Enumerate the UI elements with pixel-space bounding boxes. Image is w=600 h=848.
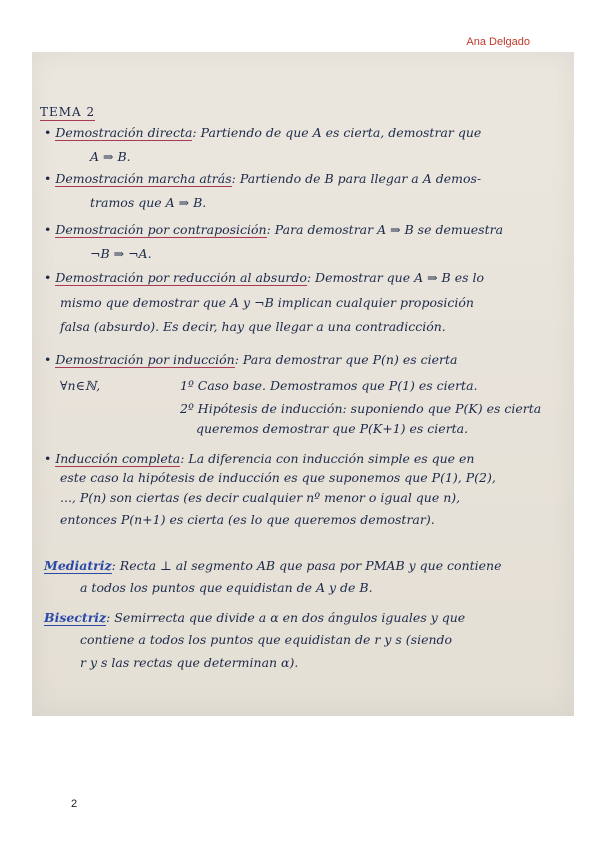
note-text: : Demostrar que A ⇒ B es lo	[306, 270, 485, 285]
note-text: : La diferencia con inducción simple es que en	[180, 451, 475, 466]
note-text: : Partiendo de que A es cierta, demostrar que	[192, 125, 482, 140]
note-term: Inducción completa	[55, 451, 181, 466]
note-text: ..., P(n) son ciertas (es decir cualquier nº menor o igual que n),	[60, 490, 461, 505]
note-text: falsa (absurdo). Es decir, hay que llegar a una contradicción.	[60, 319, 446, 334]
note-text: : Para demostrar A ⇒ B se demuestra	[266, 222, 504, 237]
note-text: queremos demostrar que P(K+1) es cierta.	[196, 421, 469, 436]
notes-title: TEMA 2	[40, 105, 96, 119]
note-text: mismo que demostrar que A y ¬B implican cualquier proposición	[60, 295, 474, 310]
note-term: Demostración por inducción	[55, 352, 235, 367]
note-text: : Semirrecta que divide a α en dos ángulos iguales y que	[106, 610, 466, 625]
page-number: 2	[71, 798, 78, 810]
note-term: Mediatriz	[44, 558, 112, 573]
note-text: 2º Hipótesis de inducción: suponiendo que P(K) es cierta	[180, 401, 542, 416]
note-text: ∀n∈ℕ,	[60, 378, 101, 393]
note-text: : Partiendo de B para llegar a A demos-	[231, 171, 482, 186]
note-text: este caso la hipótesis de inducción es que suponemos que P(1), P(2),	[60, 470, 496, 485]
note-term: Demostración directa	[55, 125, 193, 140]
note-term: Demostración por reducción al absurdo	[55, 270, 307, 285]
note-text: contiene a todos los puntos que equidistan de r y s (siendo	[80, 632, 453, 647]
note-text: a todos los puntos que equidistan de A y de B.	[80, 580, 373, 595]
header-author: Ana Delgado	[466, 36, 530, 48]
note-text: r y s las rectas que determinan α).	[80, 655, 299, 670]
note-text: tramos que A ⇒ B.	[90, 195, 207, 210]
note-term: Demostración por contraposición	[55, 222, 267, 237]
note-text: A ⇒ B.	[90, 149, 131, 164]
note-text: : Para demostrar que P(n) es cierta	[234, 352, 458, 367]
note-term: Bisectriz	[44, 610, 107, 625]
note-text: 1º Caso base. Demostramos que P(1) es cierta.	[180, 378, 478, 393]
note-text: entonces P(n+1) es cierta (es lo que queremos demostrar).	[60, 512, 435, 527]
note-text: ¬B ⇒ ¬A.	[90, 246, 152, 261]
note-term: Demostración marcha atrás	[55, 171, 232, 186]
note-text: : Recta ⊥ al segmento AB que pasa por PMAB y que contiene	[111, 558, 502, 573]
